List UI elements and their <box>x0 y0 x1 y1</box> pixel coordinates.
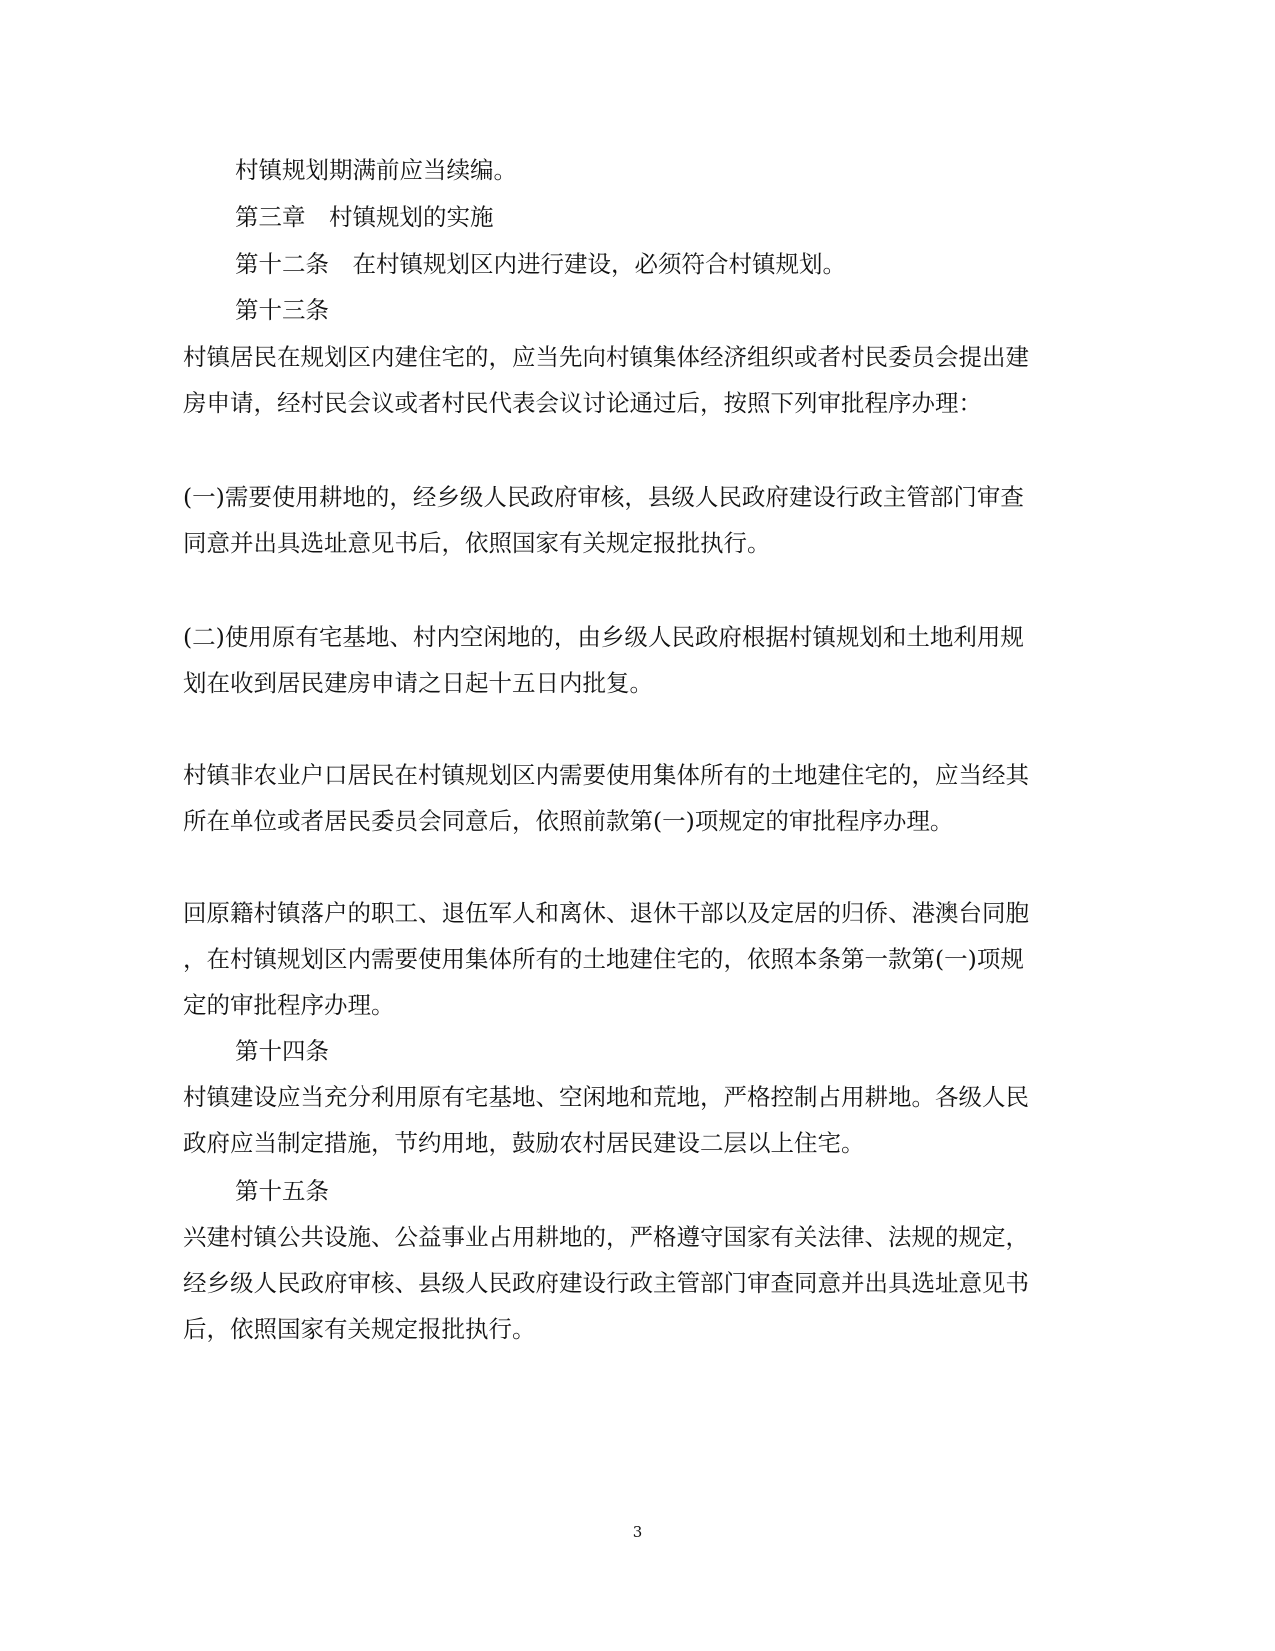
article-15-heading: 第十五条 <box>235 1177 329 1205</box>
paragraph-line: 回原籍村镇落户的职工、退伍军人和离休、退休干部以及定居的归侨、港澳台同胞 <box>183 899 1029 927</box>
paragraph-line: 村镇非农业户口居民在村镇规划区内需要使用集体所有的土地建住宅的，应当经其 <box>183 761 1029 789</box>
paragraph-line: (二)使用原有宅基地、村内空闲地的，由乡级人民政府根据村镇规划和土地利用规 <box>183 623 1024 651</box>
article-14-heading: 第十四条 <box>235 1037 329 1065</box>
paragraph-line: 定的审批程序办理。 <box>183 991 395 1019</box>
paragraph-line: 所在单位或者居民委员会同意后，依照前款第(一)项规定的审批程序办理。 <box>183 807 954 835</box>
paragraph-line: 划在收到居民建房申请之日起十五日内批复。 <box>183 669 653 697</box>
paragraph-line: 同意并出具选址意见书后，依照国家有关规定报批执行。 <box>183 529 771 557</box>
page-number: 3 <box>632 1523 643 1541</box>
paragraph-line: 村镇居民在规划区内建住宅的，应当先向村镇集体经济组织或者村民委员会提出建 <box>183 343 1029 371</box>
paragraph-line: 政府应当制定措施，节约用地，鼓励农村居民建设二层以上住宅。 <box>183 1129 865 1157</box>
paragraph-line: ，在村镇规划区内需要使用集体所有的土地建住宅的，依照本条第一款第(一)项规 <box>183 945 1024 973</box>
chapter-heading: 第三章 村镇规划的实施 <box>235 203 494 231</box>
paragraph-line: (一)需要使用耕地的，经乡级人民政府审核，县级人民政府建设行政主管部门审查 <box>183 483 1024 511</box>
paragraph-line: 村镇规划期满前应当续编。 <box>235 156 517 184</box>
paragraph-line: 房申请，经村民会议或者村民代表会议讨论通过后，按照下列审批程序办理： <box>183 389 982 417</box>
paragraph-line: 后，依照国家有关规定报批执行。 <box>183 1315 536 1343</box>
paragraph-line: 村镇建设应当充分利用原有宅基地、空闲地和荒地，严格控制占用耕地。各级人民 <box>183 1083 1029 1111</box>
paragraph-line: 经乡级人民政府审核、县级人民政府建设行政主管部门审查同意并出具选址意见书 <box>183 1269 1029 1297</box>
paragraph-line: 兴建村镇公共设施、公益事业占用耕地的，严格遵守国家有关法律、法规的规定， <box>183 1223 1029 1251</box>
article-12: 第十二条 在村镇规划区内进行建设，必须符合村镇规划。 <box>235 250 846 278</box>
article-13-heading: 第十三条 <box>235 296 329 324</box>
